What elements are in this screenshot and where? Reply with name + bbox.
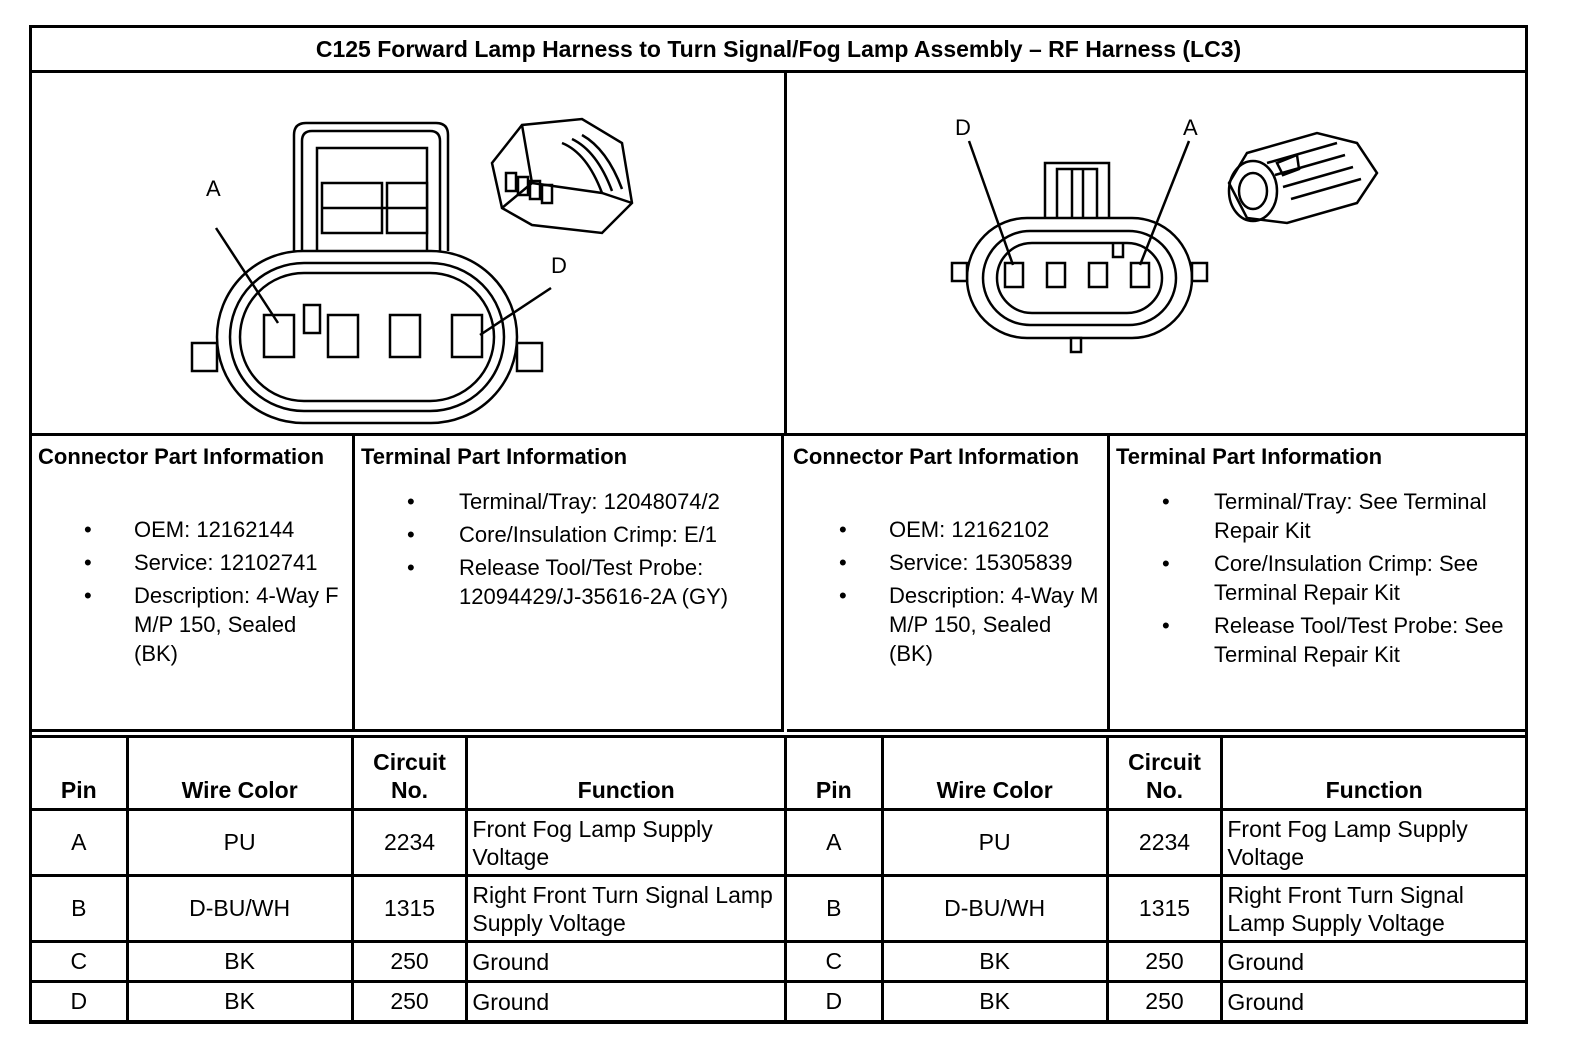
column-header: Wire Color (882, 737, 1107, 810)
connector-sheet (29, 25, 1528, 1024)
pin-a-label: A (206, 176, 221, 201)
function-cell: Front Fog Lamp Supply Voltage (467, 810, 786, 876)
wire-color-cell: D-BU/WH (127, 876, 352, 942)
column-header: Function (467, 737, 786, 810)
pin-d-label: D (551, 253, 567, 278)
list-item: • Description: 4-Way M M/P 150, Sealed (BK) (793, 581, 1101, 668)
page-title: C125 Forward Lamp Harness to Turn Signal/Fog Lamp Assembly – RF Harness (LC3) (32, 28, 1525, 73)
left-connector-diagram (32, 73, 787, 436)
pin-cell: D (786, 982, 883, 1022)
circuit-cell: 250 (1107, 982, 1222, 1022)
circuit-cell: 2234 (1107, 810, 1222, 876)
left-connector-part-info (32, 436, 355, 732)
function-cell: Ground (1222, 942, 1527, 982)
function-cell: Ground (1222, 982, 1527, 1022)
wire-color-cell: BK (127, 942, 352, 982)
table-row (786, 810, 1527, 876)
section-heading: Terminal Part Information (1116, 444, 1383, 469)
section-heading: Connector Part Information (38, 444, 325, 469)
pin-cell: B (786, 876, 883, 942)
list-item: • Release Tool/Test Probe: See Terminal Repair Kit (1116, 611, 1519, 669)
list-item: • OEM: 12162144 (38, 515, 346, 544)
pin-cell: A (786, 810, 883, 876)
right-connector-part-info (787, 436, 1110, 732)
pin-cell: D (31, 982, 128, 1022)
male-4-way-connector-icon (787, 73, 1525, 433)
wire-color-cell: D-BU/WH (882, 876, 1107, 942)
circuit-cell: 250 (1107, 942, 1222, 982)
column-header: Circuit No. (1107, 737, 1222, 810)
list-item: • Release Tool/Test Probe: 12094429/J-35616-2A (GY) (361, 553, 775, 611)
wire-color-cell: PU (882, 810, 1107, 876)
column-header: Pin (31, 737, 128, 810)
table-row (31, 942, 786, 982)
pin-cell: A (31, 810, 128, 876)
column-header: Wire Color (127, 737, 352, 810)
circuit-cell: 2234 (352, 810, 467, 876)
left-pinout-table (29, 735, 787, 1023)
table-row (31, 810, 786, 876)
column-header: Function (1222, 737, 1527, 810)
list-item: • Terminal/Tray: 12048074/2 (361, 487, 775, 516)
function-cell: Ground (467, 982, 786, 1022)
function-cell: Right Front Turn Signal Lamp Supply Voltage (1222, 876, 1527, 942)
pin-cell: C (31, 942, 128, 982)
pin-d-label: D (955, 115, 971, 140)
function-cell: Ground (467, 942, 786, 982)
list-item: • Terminal/Tray: See Terminal Repair Kit (1116, 487, 1519, 545)
wire-color-cell: BK (882, 982, 1107, 1022)
circuit-cell: 1315 (352, 876, 467, 942)
list-item: • Core/Insulation Crimp: E/1 (361, 520, 775, 549)
list-item: • Description: 4-Way F M/P 150, Sealed (BK) (38, 581, 346, 668)
right-pinout-table (784, 735, 1528, 1023)
circuit-cell: 1315 (1107, 876, 1222, 942)
circuit-cell: 250 (352, 982, 467, 1022)
right-terminal-part-info (1110, 436, 1525, 732)
list-item: • Service: 12102741 (38, 548, 346, 577)
left-terminal-part-info (355, 436, 784, 732)
right-connector-diagram (787, 73, 1525, 436)
table-row (786, 982, 1527, 1022)
list-item: • OEM: 12162102 (793, 515, 1101, 544)
circuit-cell: 250 (352, 942, 467, 982)
table-row (31, 982, 786, 1022)
list-item: • Service: 15305839 (793, 548, 1101, 577)
pin-cell: B (31, 876, 128, 942)
function-cell: Front Fog Lamp Supply Voltage (1222, 810, 1527, 876)
wire-color-cell: PU (127, 810, 352, 876)
list-item: • Core/Insulation Crimp: See Terminal Repair Kit (1116, 549, 1519, 607)
pin-cell: C (786, 942, 883, 982)
function-cell: Right Front Turn Signal Lamp Supply Voltage (467, 876, 786, 942)
section-heading: Terminal Part Information (361, 444, 628, 469)
wire-color-cell: BK (127, 982, 352, 1022)
column-header: Circuit No. (352, 737, 467, 810)
female-4-way-connector-icon (32, 73, 784, 433)
section-heading: Connector Part Information (793, 444, 1080, 469)
column-header: Pin (786, 737, 883, 810)
table-row (31, 876, 786, 942)
pin-a-label: A (1183, 115, 1198, 140)
table-row (786, 876, 1527, 942)
wire-color-cell: BK (882, 942, 1107, 982)
table-row (786, 942, 1527, 982)
